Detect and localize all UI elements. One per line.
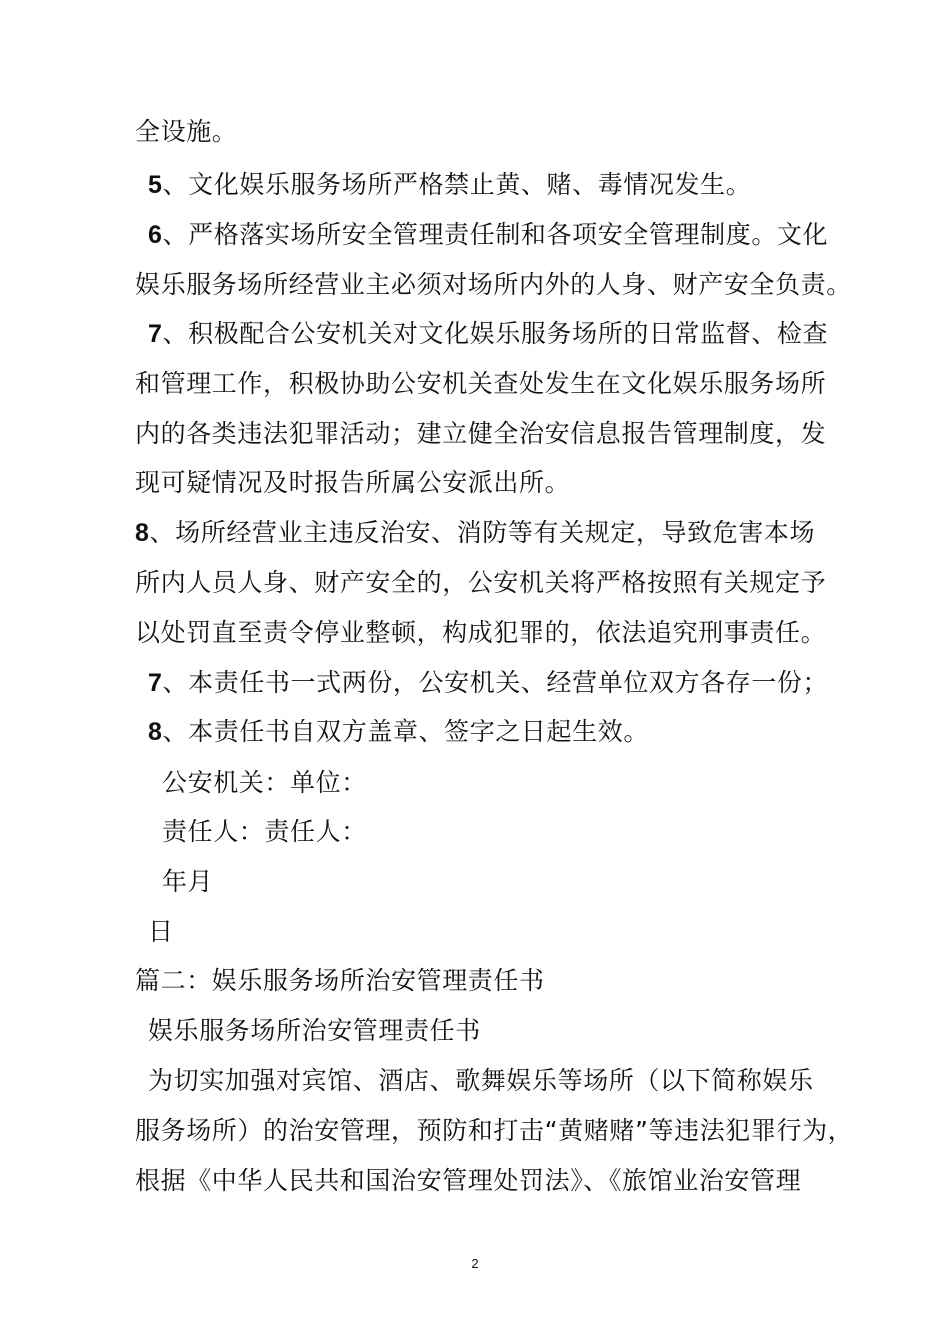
text-line: 娱乐服务场所经营业主必须对场所内外的人身、财产安全负责。 [135, 270, 852, 299]
signature-line-responsible: 责任人：责任人： [162, 817, 367, 846]
text-line: 内的各类违法犯罪活动；建立健全治安信息报告管理制度，发 [135, 419, 827, 448]
date-line: 年月 [162, 867, 214, 896]
document-title: 娱乐服务场所治安管理责任书 [148, 1016, 481, 1045]
list-item-7: 7、积极配合公安机关对文化娱乐服务场所的日常监督、检查 [148, 319, 829, 348]
page-number: 2 [471, 1256, 479, 1271]
text-line: 现可疑情况及时报告所属公安派出所。 [135, 468, 571, 497]
date-day: 日 [148, 917, 174, 946]
text-line: 根据《中华人民共和国治安管理处罚法》、《旅馆业治安管理 [135, 1166, 802, 1195]
text-line: 全设施。 [135, 117, 238, 146]
section-heading: 篇二：娱乐服务场所治安管理责任书 [135, 966, 545, 995]
text-line: 和管理工作，积极协助公安机关查处发生在文化娱乐服务场所 [135, 369, 827, 398]
list-item-7b: 7、本责任书一式两份，公安机关、经营单位双方各存一份； [148, 668, 829, 697]
list-item-6: 6、严格落实场所安全管理责任制和各项安全管理制度。文化 [148, 220, 829, 249]
signature-line-authority: 公安机关：单位： [162, 768, 367, 797]
list-item-5: 5、文化娱乐服务场所严格禁止黄、赌、毒情况发生。 [148, 170, 752, 199]
text-line: 所内人员人身、财产安全的，公安机关将严格按照有关规定予 [135, 568, 827, 597]
list-item-8: 8、场所经营业主违反治安、消防等有关规定，导致危害本场 [135, 518, 816, 547]
list-item-8b: 8、本责任书自双方盖章、签字之日起生效。 [148, 717, 649, 746]
text-line: 以处罚直至责令停业整顿，构成犯罪的，依法追究刑事责任。 [135, 618, 827, 647]
text-line: 为切实加强对宾馆、酒店、歌舞娱乐等场所（以下简称娱乐 [148, 1066, 814, 1095]
text-line: 服务场所）的治安管理，预防和打击“黄赌赌”等违法犯罪行为， [135, 1116, 854, 1145]
